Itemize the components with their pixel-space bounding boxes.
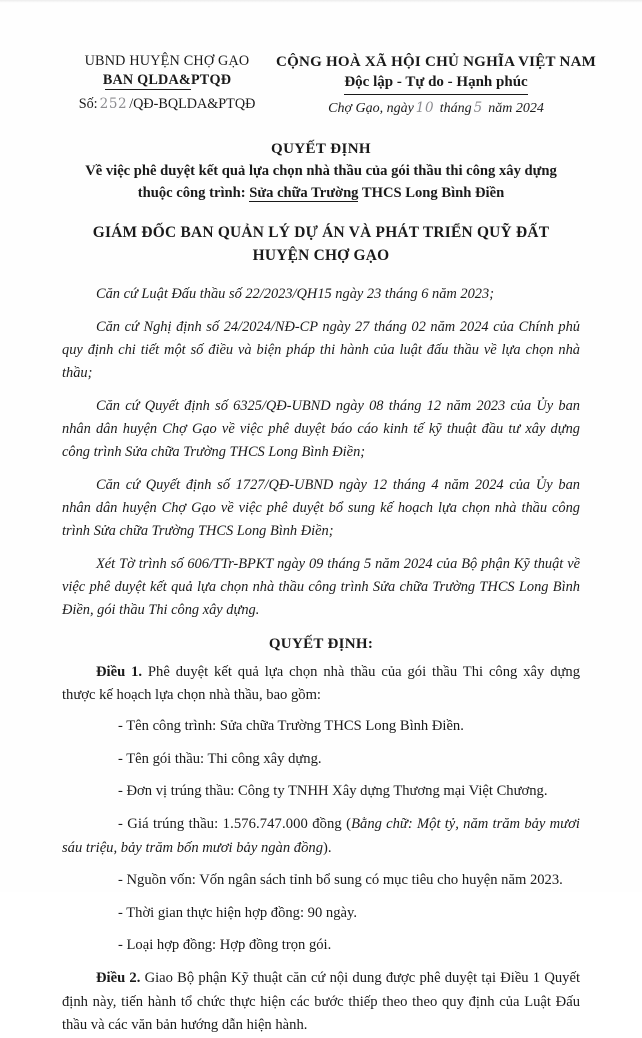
decides-heading: QUYẾT ĐỊNH: [268,635,374,652]
legal-basis-block [62,283,580,622]
year-value: 2024 [515,101,544,117]
department-name: BAN QLDA&PTQĐ [103,71,231,91]
issuing-authority-block [62,52,272,118]
month-value: 5 [473,100,483,117]
list-item: - Tên gói thầu: Thi công xây dựng. [118,750,322,767]
list-item: - Thời gian thực hiện hợp đồng: 90 ngày. [118,904,357,921]
title-block [62,139,580,267]
authority-line-1: GIÁM ĐỐC BAN QUẢN LÝ DỰ ÁN VÀ PHÁT TRIỂN QUỸ ĐẤT [92,224,550,242]
list-item: - Nguồn vốn: Vốn ngân sách tỉnh bổ sung có mục tiêu cho huyện năm 2023. [118,872,563,889]
document-number-value: 252 [99,96,128,113]
document-number-suffix: /QĐ-BQLDA&PTQĐ [129,96,256,113]
document-number-label: Số: [78,96,98,113]
legal-basis-item: Căn cứ Quyết định số 6325/QĐ-UBND ngày 08 tháng 12 năm 2023 của Ủy ban nhân dân huyện Chợ Gạo về việc phê duyệt báo cáo kinh tế kỹ thuật đầu tư xây dựng công trình Sửa chữa Trường THCS Long Bình Điền; [62,397,580,461]
national-heading-block [272,52,596,123]
list-item: - Loại hợp đồng: Hợp đồng trọn gói. [118,937,332,954]
document-number-line [62,91,272,118]
decision-subject [62,161,580,204]
bid-price-prefix: - Giá trúng thầu: 1.576.747.000 đồng ( [118,815,352,832]
decision-word: QUYẾT ĐỊNH [271,141,371,158]
month-label: tháng [439,101,472,117]
legal-basis-item: Căn cứ Quyết định số 1727/QĐ-UBND ngày 12 tháng 4 năm 2024 của Ủy ban nhân dân huyện Chợ Gạo về việc phê duyệt bổ sung kế hoạch lựa chọn nhà thầu công trình Sửa chữa Trường THCS Long Bình Điền; [62,476,580,540]
legal-basis-item: Căn cứ Nghị định số 24/2024/NĐ-CP ngày 27 tháng 02 năm 2024 của Chính phủ quy định chi tiết một số điều và biện pháp thi hành của luật đấu thầu về lựa chọn nhà thầu; [62,318,580,382]
list-item: - Tên công trình: Sửa chữa Trường THCS Long Bình Điền. [118,717,464,734]
year-label: năm [488,101,513,117]
bid-price-in-words: Bằng chữ: Một tỷ, năm trăm bảy mươi sáu triệu, bảy trăm bốn mươi bảy ngàn đồng [62,815,580,856]
signing-authority [62,221,580,267]
legal-basis-item: Căn cứ Luật Đấu thầu số 22/2023/QH15 ngày 23 tháng 6 năm 2023; [96,286,494,303]
list-item: - Đơn vị trúng thầu: Công ty TNHH Xây dựng Thương mại Việt Chương. [118,783,548,800]
day-value: 10 [415,100,435,117]
article-2-text: Giao Bộ phận Kỹ thuật căn cứ nội dung được phê duyệt tại Điều 1 Quyết định này, tiến hành tổ chức thực hiện các bước thiếp theo theo quy định của Luật Đấu thầu và các văn bản hướng dẫn hiện hành. [62,970,580,1034]
subject-part-1: Về việc phê duyệt kết quả lựa chọn nhà thầu của gói thầu thi công xây dựng thuộc công trình: [85,163,557,201]
article-1-text: Phê duyệt kết quả lựa chọn nhà thầu của gói thầu Thi công xây dựng thược kế hoạch lựa chọn nhà thầu, bao gồm: [62,663,580,704]
list-item-bid-price [62,813,580,860]
subject-part-2: THCS Long Bình Điền [358,184,505,201]
document-header [62,52,597,123]
article-1 [62,661,580,708]
place-and-date [276,95,596,123]
bid-price-suffix: ). [323,839,332,856]
article-1-label: Điều 1. [96,663,143,680]
national-motto: Độc lập - Tự do - Hạnh phúc [344,72,527,95]
subject-project-name: Sửa chữa Trường [249,184,359,201]
authority-line-2: HUYỆN CHỢ GẠO [252,247,390,265]
national-title: CỘNG HOÀ XÃ HỘI CHỦ NGHĨA VIỆT NAM [276,54,597,70]
scan-edge [0,0,642,3]
place-label: Chợ Gạo, ngày [328,101,414,117]
parent-authority-name: UBND HUYỆN CHỢ GẠO [84,53,250,69]
article-2-label: Điều 2. [96,970,141,987]
legal-basis-item: Xét Tờ trình số 606/TTr-BPKT ngày 09 tháng 5 năm 2024 của Bộ phận Kỹ thuật về việc phê duyệt kết quả lựa chọn nhà thầu công trình Sửa chữa Trường THCS Long Bình Điền, gói thầu Thi công xây dựng. [62,555,580,619]
article-2 [62,967,580,1038]
